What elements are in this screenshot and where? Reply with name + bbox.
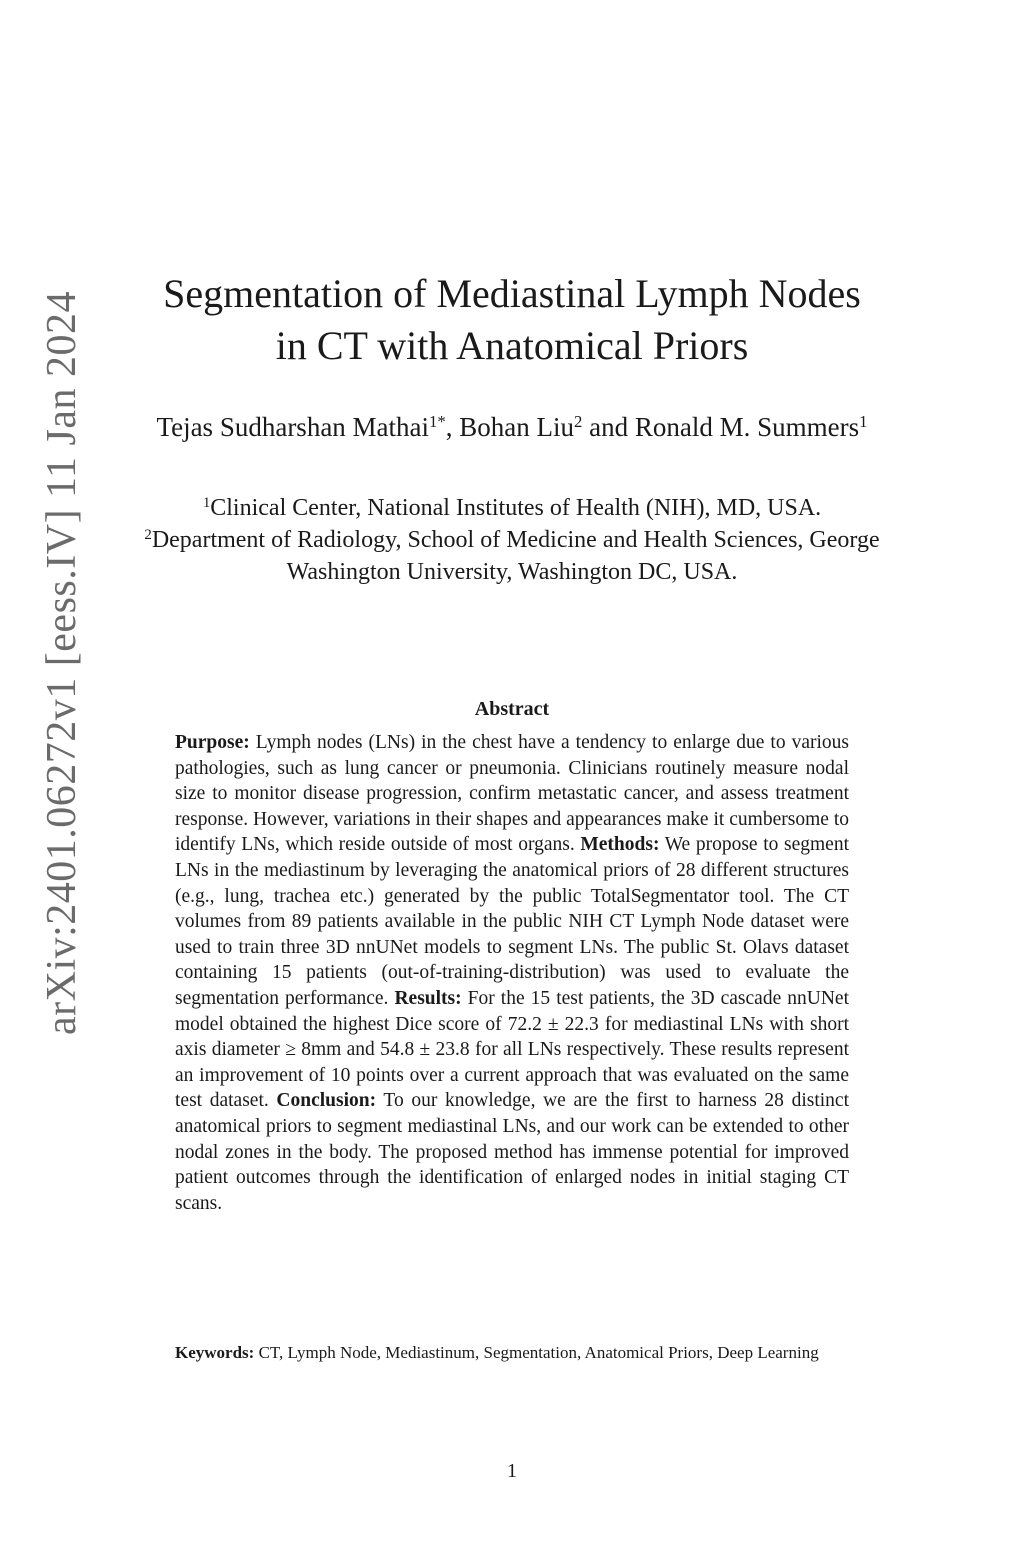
affiliation-marker: 2	[144, 526, 152, 543]
keywords	[175, 1341, 849, 1364]
keywords-text: CT, Lymph Node, Mediastinum, Segmentation, Anatomical Priors, Deep Learning	[254, 1343, 819, 1362]
conclusion-label: Conclusion:	[276, 1090, 377, 1112]
keywords-label: Keywords:	[175, 1343, 255, 1362]
page-number: 1	[507, 1460, 517, 1482]
affiliation-line	[120, 492, 904, 524]
purpose-label: Purpose:	[175, 732, 250, 753]
author-affiliation-marker: 1	[859, 411, 868, 431]
affiliation-line	[120, 524, 904, 588]
author-name: Ronald M. Summers	[634, 412, 860, 442]
author-affiliation-marker: 1*	[429, 411, 446, 431]
title-line-2: in CT with Anatomical Priors	[275, 323, 749, 368]
affiliation-list	[120, 492, 904, 588]
conclusion-text: To our knowledge, we are the first to harness 28 distinct anatomical priors to segment mediastinal LNs, and our work can be extended to other nodal zones in the body. The proposed method has immense potential for improved patient outcomes through the identification of enlarged nodes in initial staging CT scans.	[175, 1090, 850, 1214]
author-name: Tejas Sudharshan Mathai	[156, 412, 430, 442]
results-label: Results:	[394, 987, 462, 1009]
methods-label: Methods:	[580, 834, 660, 856]
author-separator: and	[582, 412, 635, 442]
results-text: For the 15 test patients, the 3D cascade nnUNet model obtained the highest Dice score of 72.2 ± 22.3 for mediastinal LNs with short axis diameter ≥ 8mm and 54.8 ± 23.8 for all LNs respectively. These results represent an improvement of 10 points over a current approach that was evaluated on the same test dataset.	[175, 987, 849, 1112]
author-name: Bohan Liu	[459, 412, 575, 442]
purpose-text: Lymph nodes (LNs) in the chest have a tendency to enlarge due to various pathologies, such as lung cancer or pneumonia. Clinicians routinely measure nodal size to monitor disease progression, confirm metastatic cancer, and assess treatment response. However, variations in their shapes and appearances make it cumbersome to identify LNs, which reside outside of most organs.	[175, 732, 849, 856]
affiliation-marker: 1	[202, 494, 211, 511]
abstract-body	[175, 730, 849, 1216]
affiliation-text: Clinical Center, National Institutes of Health (NIH), MD, USA.	[210, 495, 822, 521]
abstract-heading: Abstract	[474, 698, 550, 720]
methods-text: We propose to segment LNs in the mediastinum by leveraging the anatomical priors of 28 different structures (e.g., lung, trachea etc.) generated by the public TotalSegmentator tool. The CT volumes from 89 patients available in the public NIH CT Lymph Node dataset were used to train three 3D nnUNet models to segment LNs. The public St. Olavs dataset containing 15 patients (out-of-training-distribution) was used to evaluate the segmentation performance.	[175, 834, 849, 1009]
author-affiliation-marker: 2	[574, 411, 583, 431]
arxiv-identifier-stamp: arXiv:2401.06272v1 [eess.IV] 11 Jan 2024	[39, 291, 85, 1035]
abstract-paragraph	[175, 730, 849, 1216]
author-separator: ,	[445, 412, 460, 442]
author-list	[140, 410, 884, 444]
paper-title	[130, 268, 894, 372]
title-line-1: Segmentation of Mediastinal Lymph Nodes	[163, 271, 861, 316]
affiliation-text: Department of Radiology, School of Medicine and Health Sciences, George Washington University, Washington DC, USA.	[151, 527, 880, 585]
